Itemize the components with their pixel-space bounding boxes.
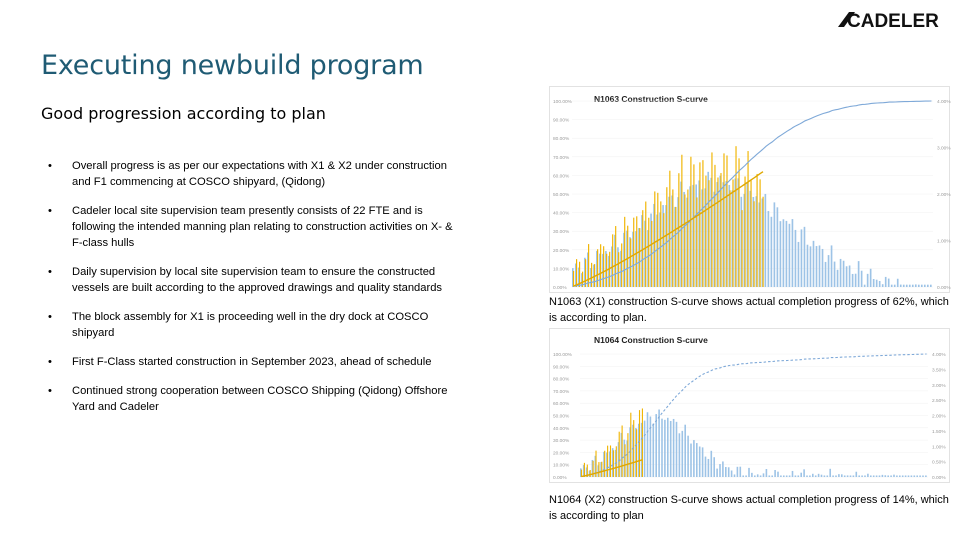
right-axis-tick-label: 2.00% [937,193,951,198]
left-axis-tick-label: 60.00% [553,174,570,180]
planned-bar [835,475,837,477]
planned-bar [819,245,821,287]
planned-bar [801,229,803,287]
planned-bar [664,420,666,477]
actual-bar [687,190,688,287]
planned-bar [763,473,765,477]
planned-bar [684,425,686,477]
left-axis-tick-label: 100.00% [553,100,572,105]
planned-bar [925,475,927,477]
planned-bar [771,217,773,287]
planned-bar [774,202,776,287]
planned-bar [708,459,710,477]
n1063-chart-svg [550,87,949,292]
left-axis-tick-label: 20.00% [553,248,570,254]
actual-bar [696,197,697,287]
planned-bar [800,473,802,477]
planned-bar [893,475,895,477]
planned-bar [846,266,848,287]
actual-bar [604,451,605,477]
planned-bar [879,281,881,287]
actual-bar [636,429,637,477]
planned-bar [661,419,663,477]
planned-bar [774,470,776,477]
bullet-text: Overall progress is as per our expectations with X1 & X2 under construction and F1 commencing at COSCO shipyard, (Qidong) [72,160,447,188]
bullet-dot: • [48,205,52,217]
planned-bar [795,230,797,287]
planned-bar [719,464,721,477]
left-axis-tick-label: 90.00% [553,118,570,124]
planned-bar [658,410,660,477]
bullet-text: First F-Class started construction in September 2023, ahead of schedule [72,356,432,368]
planned-bar [841,474,843,477]
left-axis-tick-label: 0.00% [553,476,567,481]
planned-bar [902,475,904,477]
planned-bar [777,472,779,477]
planned-bar [918,285,920,287]
actual-bar [603,246,604,287]
planned-bar [887,475,889,477]
actual-bar [763,197,764,287]
actual-bar [723,153,724,287]
right-axis-tick-label: 4.00% [932,353,946,358]
planned-bar [897,279,899,287]
actual-bar [597,249,598,287]
actual-bar [584,463,585,477]
actual-bar [669,171,670,287]
actual-bar [642,408,643,477]
planned-bar [655,414,657,477]
planned-bar [679,433,681,477]
left-axis-tick-label: 30.00% [553,230,570,236]
actual-bar [624,217,625,287]
planned-bar [789,475,791,477]
planned-bar [853,475,855,477]
planned-bar [748,468,750,477]
n1064-caption: N1064 (X2) construction S-curve shows actual completion progress of 14%, which is according to plan [549,494,949,522]
bullet-dot: • [48,385,52,397]
planned-bar [711,451,713,477]
actual-bar [717,177,718,287]
actual-bar [618,252,619,287]
planned-bar [921,285,923,287]
planned-bar [867,274,869,287]
planned-bar [696,443,698,477]
actual-bar [639,228,640,287]
planned-bar [903,285,905,287]
planned-bar [786,475,788,477]
left-axis-tick-label: 40.00% [553,426,570,432]
planned-bar [861,271,863,287]
planned-bar [768,211,770,287]
planned-bar [930,285,932,287]
planned-bar [769,475,771,477]
actual-bar [639,410,640,477]
actual-bar [627,226,628,287]
bullet-item [41,383,456,415]
actual-bar [591,263,592,287]
planned-bar [647,412,649,477]
right-axis-tick-label: 2.50% [932,399,946,405]
planned-bar [924,285,926,287]
right-axis-tick-label: 3.00% [937,146,951,152]
planned-bar [716,469,718,477]
planned-bar [740,467,742,477]
planned-bar [855,274,857,287]
planned-bar [754,475,756,477]
planned-bar [831,245,833,287]
planned-bar [894,285,896,287]
planned-bar [873,279,875,287]
actual-bar [705,176,706,287]
n1063-caption: N1063 (X1) construction S-curve shows actual completion progress of 62%, which is according to plan. [549,296,949,324]
actual-bar [619,432,620,477]
actual-bar [714,165,715,287]
left-axis-tick-label: 10.00% [553,267,570,273]
actual-bar [757,174,758,287]
right-axis-tick-label: 1.00% [932,445,946,451]
planned-bar [803,469,805,477]
left-axis-tick-label: 0.00% [553,286,567,291]
planned-bar [673,419,675,477]
planned-bar [861,475,863,477]
bullet-dot: • [48,356,52,368]
actual-bar [708,180,709,287]
planned-bar [896,475,898,477]
right-axis-tick-label: 3.00% [932,383,946,389]
planned-bar [722,461,724,477]
right-axis-tick-label: 1.50% [932,429,946,435]
planned-bar [766,469,768,477]
actual-bar [627,433,628,477]
actual-bar [601,462,602,477]
actual-bar [726,155,727,287]
actual-bar [613,450,614,477]
actual-bar [610,445,611,477]
planned-bar [919,475,921,477]
planned-bar [916,475,918,477]
page-subtitle: Good progression according to plan [41,104,326,123]
planned-bar [888,279,890,287]
bullet-dot: • [48,266,52,278]
actual-bar [738,158,739,287]
actual-bar [630,238,631,287]
planned-bar [909,285,911,287]
planned-bar [783,219,785,287]
planned-bar [832,475,834,477]
right-axis-tick-label: 2.00% [932,414,946,420]
planned-bar [882,475,884,477]
planned-bar [879,475,881,477]
left-axis-tick-label: 30.00% [553,439,570,445]
planned-bar [829,469,831,477]
bullet-dot: • [48,311,52,323]
planned-bar [751,473,753,477]
actual-bar [663,213,664,287]
planned-bar [849,266,851,287]
planned-bar [682,431,684,477]
planned-bar [780,221,782,287]
actual-bar [645,202,646,287]
planned-bar [653,424,655,477]
actual-bar [747,151,748,287]
planned-bar [899,475,901,477]
n1064-s-curve-chart [549,328,950,483]
actual-bar [693,164,694,287]
planned-bar [809,475,811,477]
planned-bar [858,261,860,287]
planned-bar [670,421,672,477]
actual-bar [585,259,586,287]
bullet-item [41,264,456,296]
actual-bar [753,201,754,287]
planned-bar [798,242,800,287]
left-axis-tick-label: 50.00% [553,414,570,420]
planned-bar [834,262,836,287]
planned-bar [822,249,824,287]
actual-bar [642,210,643,287]
planned-bar [771,475,773,477]
left-axis-tick-label: 70.00% [553,155,570,161]
planned-bar [742,475,744,477]
planned-bar [795,475,797,477]
actual-bar [699,162,700,287]
actual-bar [666,187,667,287]
actual-bar [760,179,761,287]
planned-bar [728,467,730,477]
planned-bar [828,255,830,287]
planned-bar [812,474,814,477]
planned-bar [821,475,823,477]
planned-bar [777,207,779,287]
planned-bar [798,475,800,477]
actual-bar [702,160,703,287]
planned-bar [713,457,715,477]
planned-bar [911,475,913,477]
actual-bar [624,444,625,477]
planned-bar [792,219,794,287]
planned-bar [699,447,701,477]
planned-bar [789,224,791,287]
bullet-text: The block assembly for X1 is proceeding well in the dry dock at COSCO shipyard [72,311,429,339]
bullet-text: Continued strong cooperation between COSCO Shipping (Qidong) Offshore Yard and Cadeler [72,385,448,413]
left-axis-tick-label: 60.00% [553,402,570,408]
bullet-text: Cadeler local site supervision team presently consists of 22 FTE and is following the intended manning plan relating to construction activities on X- & F-class hulls [72,205,453,249]
actual-bar [607,446,608,477]
planned-bar [818,474,820,477]
planned-bar [905,475,907,477]
right-axis-tick-label: 0.50% [932,460,946,466]
planned-bar [667,418,669,477]
planned-bar [792,471,794,477]
actual-bar [744,176,745,287]
planned-bar [810,246,812,287]
actual-bar [729,190,730,287]
planned-bar [780,475,782,477]
planned-bar [847,475,849,477]
planned-bar [844,475,846,477]
planned-bar [816,246,818,287]
right-axis-tick-label: 1.00% [937,239,951,245]
planned-bar [890,475,892,477]
planned-bar [737,467,739,477]
planned-bar [867,474,869,477]
planned-bar [870,269,872,287]
n1064-chart-svg [550,329,949,482]
planned-bar [891,285,893,287]
planned-bar [734,474,736,477]
planned-bar [806,475,808,477]
left-axis-tick-label: 80.00% [553,377,570,383]
planned-bar [900,285,902,287]
planned-bar [864,285,866,287]
right-axis-tick-label: 0.00% [937,286,951,291]
left-axis-tick-label: 10.00% [553,463,570,469]
planned-bar [786,221,788,287]
actual-bar [622,425,623,477]
actual-bar [678,173,679,287]
planned-bar [908,475,910,477]
actual-bar [684,195,685,287]
planned-bar [858,475,860,477]
planned-bar [745,475,747,477]
actual-bar [750,180,751,287]
planned-bar [760,475,762,477]
actual-bar [654,191,655,287]
actual-bar [616,446,617,477]
planned-bar [870,475,872,477]
planned-bar [912,285,914,287]
planned-bar [922,475,924,477]
actual-bar [741,210,742,287]
left-axis-tick-label: 70.00% [553,389,570,395]
planned-bar [702,447,704,477]
chart-title: N1063 Construction S-curve [594,94,708,104]
planned-bar [725,467,727,477]
planned-bar [885,475,887,477]
planned-bar [827,475,829,477]
actual-bar [660,201,661,287]
planned-bar [876,280,878,287]
actual-bar [630,413,631,477]
planned-bar [927,285,929,287]
planned-bar [765,194,767,287]
planned-bar [731,470,733,477]
planned-bar [864,475,866,477]
left-axis-tick-label: 20.00% [553,451,570,457]
bullet-item [41,203,456,251]
planned-bar [882,284,884,287]
planned-bar [906,285,908,287]
right-axis-tick-label: 0.00% [932,476,946,481]
bullet-list [41,158,456,428]
planned-bar [807,245,809,287]
actual-bar [615,226,616,287]
actual-bar [711,152,712,287]
actual-bar [735,146,736,287]
planned-bar [804,227,806,287]
actual-bar [598,462,599,477]
actual-bar [636,216,637,287]
actual-bar [573,271,574,287]
left-axis-tick-label: 100.00% [553,353,572,358]
planned-bar [705,457,707,477]
planned-bar [914,475,916,477]
planned-bar [825,262,827,287]
actual-bar [590,470,591,477]
left-axis-tick-label: 90.00% [553,365,570,371]
actual-bar [576,259,577,287]
planned-bar [650,417,652,477]
left-axis-tick-label: 50.00% [553,193,570,198]
actual-bar [588,244,589,287]
left-axis-tick-label: 80.00% [553,137,570,143]
planned-bar [840,259,842,287]
actual-bar [672,189,673,287]
bullet-item [41,354,456,370]
actual-bar [612,234,613,287]
right-axis-tick-label: 4.00% [937,100,951,105]
actual-bar [621,243,622,287]
cadeler-logo [836,8,954,32]
actual-bar [675,207,676,287]
planned-bar [783,475,785,477]
planned-bar [885,277,887,287]
actual-bar [633,218,634,287]
planned-bar [873,475,875,477]
bullet-text: Daily supervision by local site supervision team to ensure the constructed vessels are built according to the approved drawings and quality standards [72,266,443,294]
planned-bar [852,274,854,287]
planned-bar [824,475,826,477]
planned-bar [815,475,817,477]
planned-bar [843,261,845,287]
bullet-item [41,158,456,190]
planned-bar [850,475,852,477]
logo-text: CADELER [847,11,939,32]
planned-bar [856,472,858,477]
planned-bar [687,436,689,477]
planned-bar [757,474,759,477]
planned-bar [876,475,878,477]
bullet-dot: • [48,160,52,172]
bullet-item [41,309,456,341]
planned-bar [837,270,839,287]
planned-bar [915,284,917,287]
actual-bar [600,244,601,287]
actual-bar [648,218,649,287]
page-title: Executing newbuild program [41,50,424,81]
planned-bar [644,421,646,477]
planned-bar [676,422,678,477]
left-axis-tick-label: 40.00% [553,211,570,217]
planned-bar [813,241,815,287]
right-axis-tick-label: 3.50% [932,368,946,374]
actual-bar [690,157,691,287]
actual-bar [732,179,733,287]
planned-bar [693,440,695,477]
n1063-s-curve-chart [549,86,950,293]
planned-bar [690,444,692,477]
chart-title: N1064 Construction S-curve [594,335,708,345]
planned-bar [838,474,840,477]
actual-bar [681,155,682,287]
